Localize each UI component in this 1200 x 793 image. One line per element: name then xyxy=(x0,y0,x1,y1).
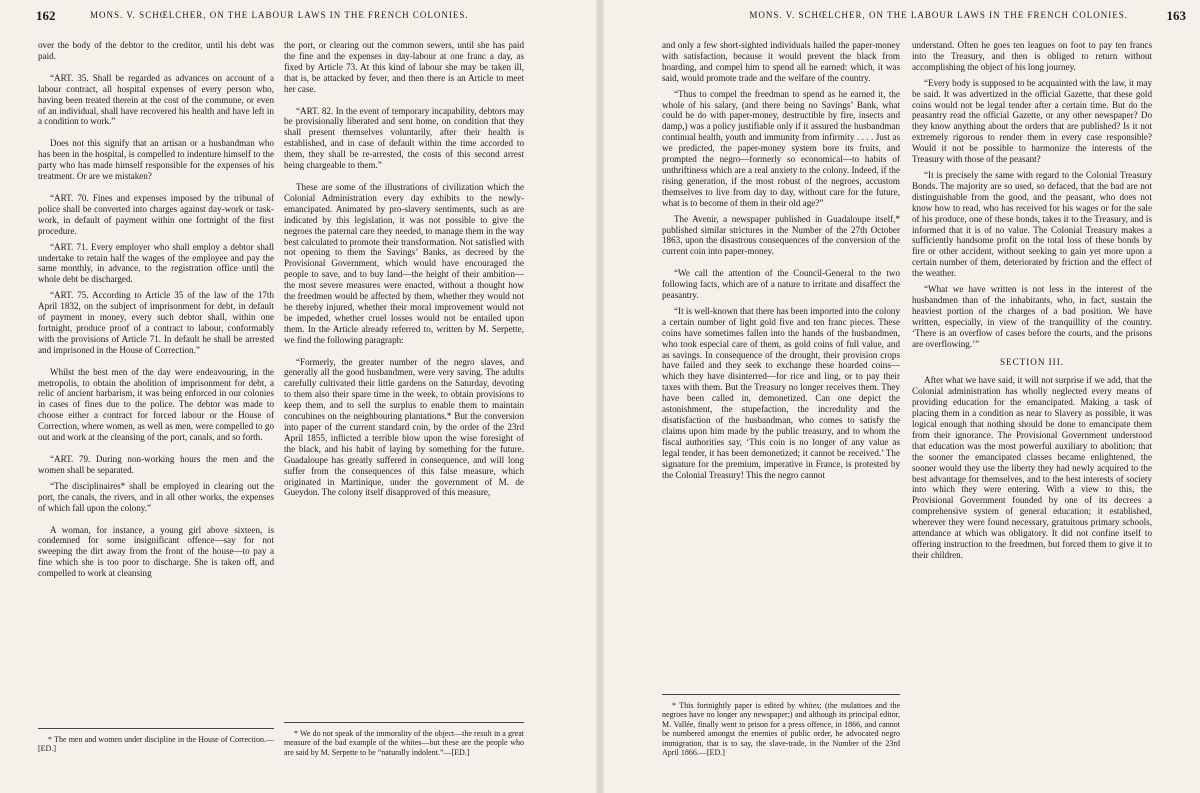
paragraph: “ART. 75. According to Article 35 of the law of the 17th April 1832, on the subject of imprisonment for debt, in default of payment in money, every such debtor shall, within one fortnight, produce proof of a contract to labour, conformably with the provisions of Article 71. In default he shall be arrested and imprisoned in the House of Correction.” xyxy=(38,290,274,355)
footnote xyxy=(662,694,900,757)
footnote-text: * We do not speak of the immorality of the object—the result in a great measure of the bad example of the whites—but these are the people who are said by M. Serpette to be “naturally indolent.”—[ED.] xyxy=(284,729,524,757)
footnote-text: * The men and women under discipline in the House of Correction.—[ED.] xyxy=(38,735,274,754)
paragraph: “Thus to compel the freedman to spend as he earned it, the whole of his salary, (and there being no Savings’ Bank, what could he do with paper-money, destructible by fire, insects and damp,) was a policy justifiable only if it assured the husbandman continual health, youth and immunity from infirmity . . . . Just as we predicted, the paper-money system bore its fruits, and prompted the negro—formerly so economical—to habits of unthriftiness which are a real anxiety to the colony. Indeed, if the rising generation, if the most robust of the negroes, accustom themselves to live from day to day, without care for the future, what is to become of them in their old age?” xyxy=(662,88,900,208)
paragraph: A woman, for instance, a young girl above sixteen, is condemned for some insignificant offence—say for not sweeping the dirt away from the front of the house—to pay a fine which she is too poor to discharge. She is taken off, and compelled to work at cleansing xyxy=(38,524,274,579)
paragraph: “What we have written is not less in the interest of the husbandmen than of the inhabitants, who, in fact, sustain the heaviest portion of the charges of a bad position. We have written, especially, in view of the tranquillity of the country. ‘There is an overflow of cases before the courts, and the prisons are overflowing.’” xyxy=(912,284,1152,349)
paragraph: “ART. 71. Every employer who shall employ a debtor shall undertake to retain half the wages of the employee and pay the same monthly, in advance, to the registration office until the whole debt be discharged. xyxy=(38,241,274,285)
paragraph: Does not this signify that an artisan or a husbandman who has been in the hospital, is compelled to indenture himself to the party who has made himself responsible for the expenses of his treatment. Or are we mistaken? xyxy=(38,138,274,182)
paragraph: “Every body is supposed to be acquainted with the law, it may be said. It was advertized in the official Gazette, that these gold coins would not be legal tender after a certain time. But do the peasantry read the official Gazette, or any other newspaper? Do they know anything about the orders that are published? Is it not extremely rigorous to render them in every case responsible? Would it not be possible to harmonize the interests of the Treasury with those of the peasant? xyxy=(912,77,1152,165)
paragraph: over the body of the debtor to the creditor, until his debt was paid. xyxy=(38,40,274,61)
paragraph: “ART. 35. Shall be regarded as advances on account of a labour contract, all hospital expenses of every person who, having been treated therein at the cost of the commune, or even of an individual, shall have recovered his health and have left in a condition to work.” xyxy=(38,72,274,127)
page-number: 163 xyxy=(1166,8,1186,23)
running-head: MONS. V. SCHŒLCHER, ON THE LABOUR LAWS IN THE FRENCH COLONIES. xyxy=(749,10,1128,20)
text-column-1 xyxy=(38,40,274,584)
paragraph: “It is well-known that there has been imported into the colony a certain number of light gold five and ten franc pieces. These coins have sometimes fallen into the hands of the husbandmen, who took especial care of them, as gold coins of full value, and as savings. In consequence of the drought, their provision crops have failed and they seek to exchange these hoarded coins—which they have disinterred—for rice and ling, or to pay their taxes with them. But the Treasury no longer receives them. They have been called in, demonetized. Can one depict the astonishment, the stupefaction, the incredulity and the disatisfaction of the husbandman, who comes to satisfy the claims upon him made by the public treasury, and to whom the fiscal authorities say, ‘This coin is no longer of any value as legal tender, it has been demonetized; it cannot be received.’ The signature for the premium, imperative in France, is protested by the Colonial Treasury! This the negro cannot xyxy=(662,305,900,480)
section-title: SECTION III. xyxy=(999,357,1065,368)
text-column-2 xyxy=(284,40,524,503)
paragraph: “It is precisely the same with regard to the Colonial Treasury Bonds. The majority are so used, so defaced, that the bad are not distinguishable from the good, and the peasant, who does not know how to read, who has received for his wages or for the sale of his produce, one of these bonds, takes it to the Treasury, and is informed that it is of no value. The Colonial Treasury makes a sufficiently handsome profit on the total loss of these bonds by fire or other accident, without seeking to gain yet more upon a certain number of them, deteriorated by friction and the effect of the weather. xyxy=(912,169,1152,279)
paragraph: “We call the attention of the Council-General to the two following facts, which are of a nature to irritate and disaffect the peasantry. xyxy=(662,268,900,301)
footnote xyxy=(38,728,274,754)
paragraph: Whilst the best men of the day were endeavouring, in the metropolis, to obtain the abolition of imprisonment for debt, a relic of ancient barbarism, it was being enforced in our colonies in cases of fines due to the police. The debtor was made to choose either a contract for forced labour or the House of Correction, where women, as well as men, were compelled to go out and work at the cleansing of the port, canals, and so forth. xyxy=(38,366,274,443)
paragraph: After what we have said, it will not surprise if we add, that the Colonial administration has wholly neglected every means of providing education for the emancipated. Making a task of placing them in a condition as near to Slavery as possible, it was logical enough that nothing should be done to emancipate them from their ignorance. The Provisional Government understood that education was the most powerful auxiliary to abolition; that the sooner the emancipated classes became enlightened, the sooner would they use the liberty they had newly acquired to the best advantage for themselves, and to the best interests of society into which they were entering. With a view to this, the Provisional Government founded by one of its decrees a comprehensive system of general education; it established, wherever they were found necessary, gratuitous primary schools, attendance at which was obligatory. It did not confine itself to offering instruction to the freedmen, but forced them to give it to their children. xyxy=(912,375,1152,560)
running-head: MONS. V. SCHŒLCHER, ON THE LABOUR LAWS IN THE FRENCH COLONIES. xyxy=(90,10,469,20)
footnote xyxy=(284,722,524,757)
paragraph: These are some of the illustrations of civilization which the Colonial Administration every day exhibits to the newly-emancipated. Animated by pro-slavery sentiments, such as are indicated by this legislation, it was not possible to give the negroes the paternal care they needed, to manage them in the way best calculated to promote their transformation. Not satisfied with not opening to them the Savings’ Banks, as decreed by the Provisional Government, which would have encouraged the people to save, and to buy land—the height of their ambition—the most severe measures were enacted, without a thought how the freedmen would be affected by them, whether they would not be thereby injured, whether their moral improvement would not be impeded, whether cruel losses would not be entailed upon them. In the Article already referred to, written by M. Serpette, we find the following paragraph: xyxy=(284,181,524,345)
paragraph: “ART. 70. Fines and expenses imposed by the tribunal of police shall be converted into charges against day-work or task-work, in default of payment within one fortnight of the first procedure. xyxy=(38,192,274,236)
text-column-3 xyxy=(662,40,900,485)
paragraph: and only a few short-sighted individuals hailed the paper-money with satisfaction, because it would prevent the black from hoarding, and compel him to spend all he earned: which, it was said, would promote trade and the welfare of the country. xyxy=(662,40,900,83)
text-column-4 xyxy=(912,40,1152,566)
paragraph: the port, or clearing out the common sewers, until she has paid the fine and the expenses in day-labour at one franc a day, as fixed by Article 73. At this kind of labour she may be taken ill, that is, be attacked by fever, and then there is an Article to meet her case. xyxy=(284,40,524,94)
paragraph: “ART. 82. In the event of temporary incapability, debtors may be provisionally liberated and sent home, on condition that they shall present themselves voluntarily, after their health is established, and in case of default within the time accorded to them, they shall be re-arrested, the costs of this second arrest being chargeable to them.” xyxy=(284,105,524,171)
paragraph: “ART. 79. During non-working hours the men and the women shall be separated. xyxy=(38,454,274,475)
paragraph: “Formerly, the greater number of the negro slaves, and generally all the good husbandmen, were very saving. The adults carefully cultivated their little gardens on the Saturday, devoting to them also their spare time in the week, to obtain provisions to keep them, and to sell the surplus to enable them to maintain concubines on the neighbouring plantations.* But the conversion into paper of the current standard coin, by the order of the 23rd April 1855, inflicted a terrible blow upon the wise foresight of the black, and his habit of laying by something for the future. Guadaloupe has greatly suffered in consequence, and will long suffer from the consequences of this false measure, which originated in Martinique, under the government of M. de Gueydon. The colony itself disapproved of this measure, xyxy=(284,356,524,498)
paragraph: understand. Often he goes ten leagues on foot to pay ten francs into the Treasury, and then is obliged to return without accomplishing the object of his long journey. xyxy=(912,40,1152,72)
page-number: 162 xyxy=(36,8,56,23)
paragraph: “The disciplinaires* shall be employed in clearing out the port, the canals, the rivers, and in all other works, the expenses of which fall upon the colony.” xyxy=(38,480,274,513)
paragraph: The Avenir, a newspaper published in Guadaloupe itself,* published similar strictures in the Number of the 27th October 1863, upon the disastrous consequences of the conversion of the current coin into paper-money. xyxy=(662,213,900,257)
footnote-text: * This fortnightly paper is edited by whites; (the mulattoes and the negroes have no longer any newspaper;) and although its principal editor, M. Vallée, finally went to prison for a press offence, in 1866, and cannot be numbered amongst the enemies of public order, he advocated negro immigration, that is to say, the slave-trade, in the Number of the 23rd April 1866.—[ED.] xyxy=(662,701,900,758)
